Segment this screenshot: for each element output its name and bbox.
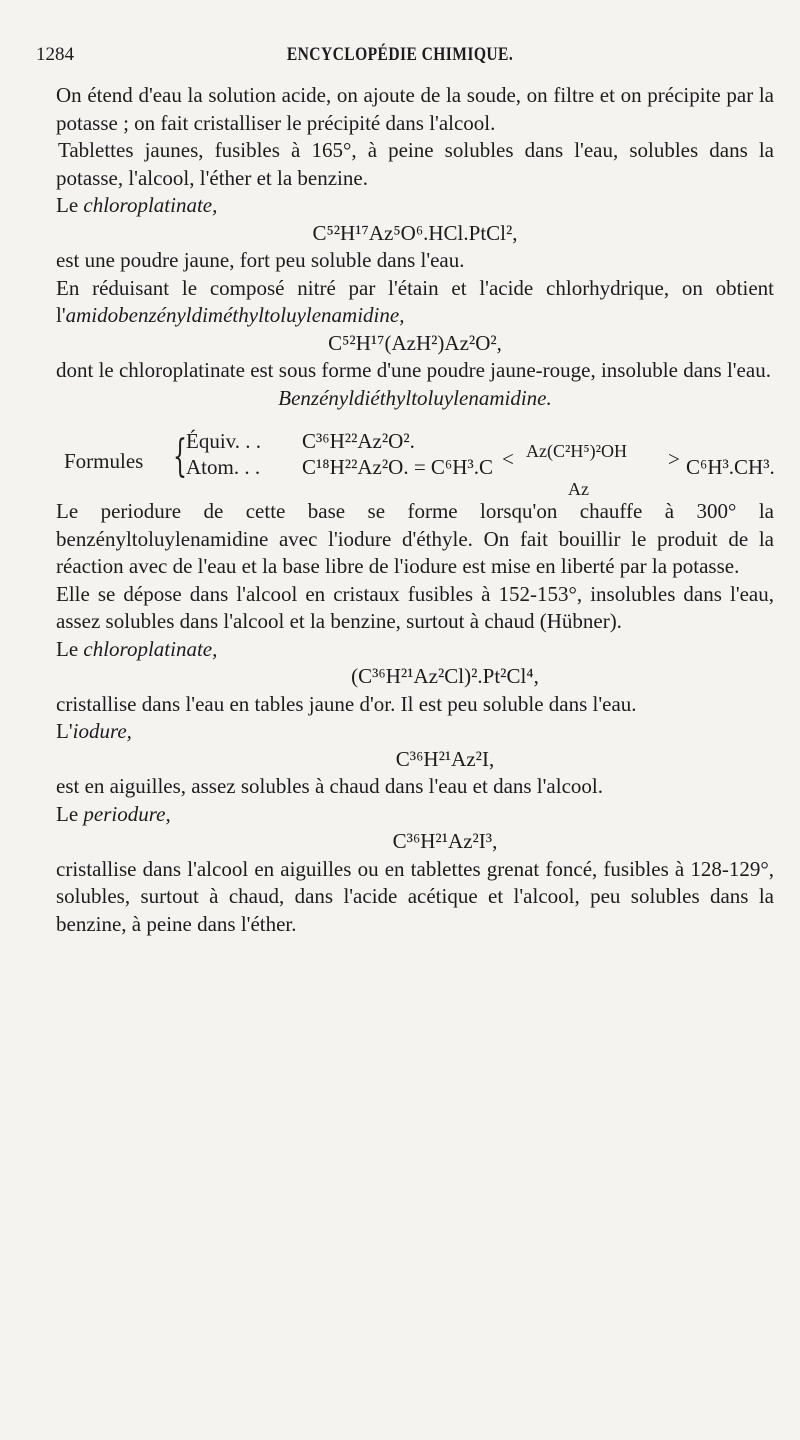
equiv-formula: C³⁶H²²Az²O². bbox=[302, 429, 415, 453]
formula-periodure: C³⁶H²¹Az²I³, bbox=[392, 829, 498, 853]
paragraph-5: Elle se dépose dans l'alcool en cristaux fusibles à 152-153°, insolubles dans l'eau, assez solubles dans l'alcool et la benzine, surtout à chaud (Hübner). bbox=[56, 581, 774, 633]
formula-chloroplatinate-2: (C³⁶H²¹Az²Cl)².Pt²Cl⁴, bbox=[351, 664, 539, 688]
chloroplatinate-desc-2: cristallise dans l'eau en tables jaune d'or. Il est peu soluble dans l'eau. bbox=[56, 691, 637, 716]
atom-formula: C¹⁸H²²Az²O. = C⁶H³.C bbox=[302, 455, 493, 479]
paragraph-2: Tablettes jaunes, fusibles à 165°, à peine solubles dans l'eau, solubles dans la potasse, l'alcool, l'éther et la benzine. bbox=[56, 138, 774, 190]
formulas-block bbox=[56, 428, 774, 498]
label-italic: iodure, bbox=[72, 719, 132, 743]
formulas-label: Formules bbox=[64, 449, 144, 473]
amido-desc: dont le chloroplatinate est sous forme d'une poudre jaune-rouge, insoluble dans l'eau. bbox=[56, 358, 771, 382]
label-italic: chloroplatinate, bbox=[83, 636, 218, 661]
running-title: ENCYCLOPÉDIE CHIMIQUE. bbox=[286, 44, 514, 65]
iodure-desc: est en aiguilles, assez solubles à chaud dans l'eau et dans l'alcool. bbox=[56, 774, 603, 798]
branch-down: Az bbox=[568, 479, 589, 499]
paragraph-1: On étend d'eau la solution acide, on ajoute de la soude, on filtre et on précipite par la potasse ; on fait cristalliser le précipité dans l'alcool. bbox=[56, 83, 774, 135]
page-number: 1284 bbox=[36, 44, 74, 65]
label-italic: periodure, bbox=[83, 801, 171, 826]
chloroplatinate-label-2 bbox=[56, 636, 774, 664]
chloroplatinate-desc-1: est une poudre jaune, fort peu soluble dans l'eau. bbox=[56, 248, 465, 272]
brace-symbol: { bbox=[173, 431, 187, 482]
page-header bbox=[36, 44, 764, 70]
bond-left: < bbox=[502, 447, 514, 471]
iodure-label bbox=[56, 718, 774, 746]
label-italic: chloroplatinate, bbox=[83, 193, 218, 217]
branch-up: Az(C²H⁵)²OH bbox=[526, 441, 628, 461]
formula-amido: C⁵²H¹⁷(AzH²)Az²O², bbox=[328, 330, 502, 355]
chloroplatinate-label-1 bbox=[56, 192, 774, 220]
page-body bbox=[56, 82, 774, 938]
formula-tail: C⁶H³.CH³. bbox=[686, 455, 775, 479]
label-prefix: Le bbox=[56, 636, 84, 661]
section-heading: Benzényldiéthyltoluylenamidine. bbox=[278, 385, 552, 410]
equiv-label: Équiv. . . bbox=[186, 429, 262, 453]
formula-chloroplatinate-1: C⁵²H¹⁷Az⁵O⁶.HCl.PtCl², bbox=[312, 220, 518, 245]
p3-italic: amidobenzényldiméthyltoluylenamidine, bbox=[65, 303, 405, 327]
label-prefix: Le bbox=[56, 801, 84, 826]
periodure-desc: cristallise dans l'alcool en aiguilles ou en tablettes grenat foncé, fusibles à 128-129°, solubles, surtout à chaud, dans l'acide acétique et l'alcool, peu solubles dans la benzine, à peine dans l'éther. bbox=[56, 856, 774, 936]
periodure-label bbox=[56, 801, 774, 829]
paragraph-3 bbox=[56, 275, 774, 330]
p3-text: En réduisant le composé nitré par l'étain et l'acide chlorhydrique, on obtient l' bbox=[56, 275, 774, 327]
formula-iodure: C³⁶H²¹Az²I, bbox=[395, 746, 495, 771]
bond-right: > bbox=[668, 447, 680, 471]
paragraph-4: Le periodure de cette base se forme lorsqu'on chauffe à 300° la benzényltoluylenamidine avec l'iodure d'éthyle. On fait bouillir le produit de la réaction avec de l'eau et la base libre de l'iodure est mise en liberté par la potasse. bbox=[56, 499, 774, 578]
label-prefix: Le bbox=[56, 193, 84, 217]
label-prefix: L' bbox=[56, 719, 73, 743]
atom-label: Atom. . . bbox=[186, 455, 261, 479]
